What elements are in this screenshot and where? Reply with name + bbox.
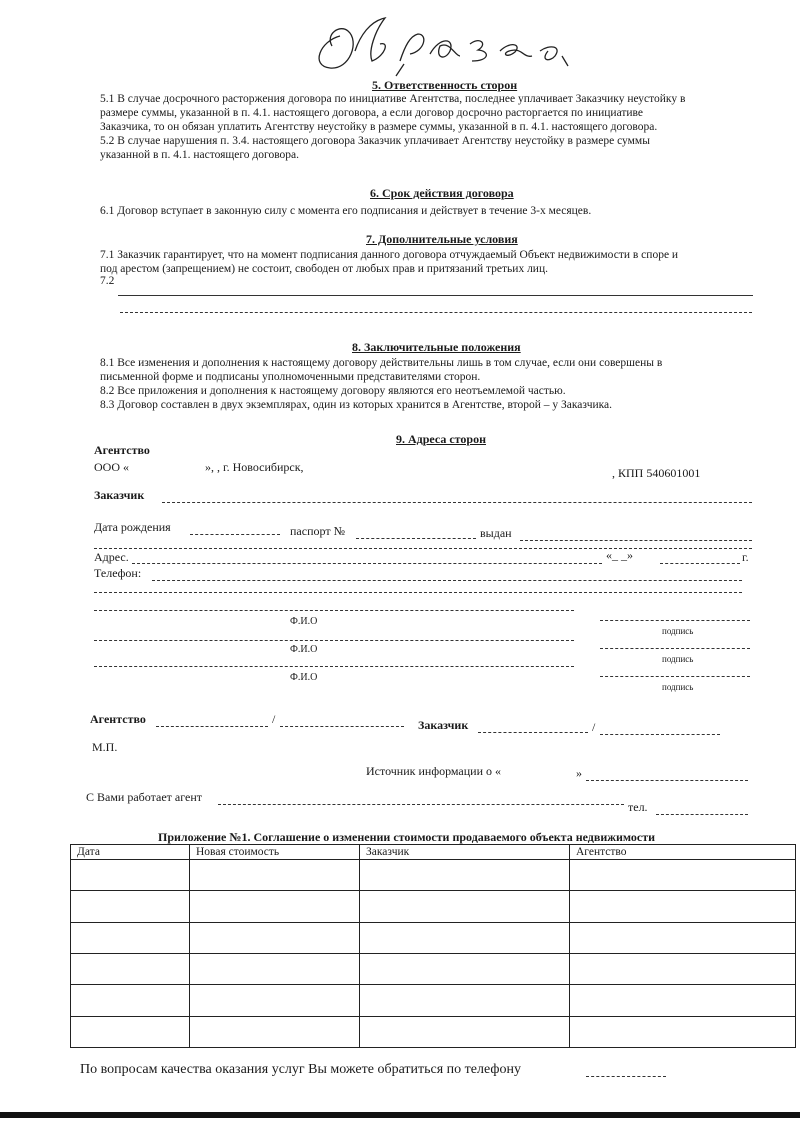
- s5-line-4: 5.2 В случае нарушения п. 3.4. настоящего договора Заказчик уплачивает Агентству неустойку в размере суммы: [100, 135, 650, 147]
- source-field[interactable]: [586, 780, 748, 781]
- table-cell[interactable]: [570, 985, 796, 1016]
- table-cell[interactable]: [190, 860, 360, 891]
- customer-field[interactable]: [162, 502, 752, 503]
- source-label-end: »: [576, 766, 582, 780]
- fio-label-3: Ф.И.О: [290, 672, 318, 683]
- footer-phone-field[interactable]: [586, 1076, 666, 1077]
- s7-line-3: 7.2: [100, 275, 115, 287]
- sig-customer-name-field[interactable]: [600, 734, 720, 735]
- table-cell[interactable]: [360, 891, 570, 922]
- table-cell[interactable]: [570, 891, 796, 922]
- table-cell[interactable]: [570, 860, 796, 891]
- sign-line-3[interactable]: [600, 676, 750, 677]
- passport-label: паспорт №: [290, 524, 346, 538]
- sig-agency-name-field[interactable]: [280, 726, 404, 727]
- table-row: [71, 985, 796, 1016]
- agent-tel-label: тел.: [628, 800, 648, 814]
- birth-field[interactable]: [190, 534, 280, 535]
- s5-line-3: Заказчика, то он обязан уплатить Агентству неустойку в размере суммы, указанной в п. 4.1. настоящего договора.: [100, 121, 658, 133]
- sig-customer-label: Заказчик: [418, 718, 469, 732]
- table-cell[interactable]: [190, 891, 360, 922]
- fio-line-3[interactable]: [94, 666, 574, 667]
- address-label: Адрес.: [94, 550, 129, 564]
- col-date: Дата: [71, 845, 190, 860]
- fio-label-2: Ф.И.О: [290, 644, 318, 655]
- mp-label: М.П.: [92, 740, 118, 754]
- table-cell[interactable]: [570, 1016, 796, 1047]
- footer-text: По вопросам качества оказания услуг Вы можете обратиться по телефону: [80, 1062, 521, 1077]
- s6-line-1: 6.1 Договор вступает в законную силу с момента его подписания и действует в течение 3-х месяцев.: [100, 205, 592, 217]
- s7-line-1: 7.1 Заказчик гарантирует, что на момент подписания данного договора отчуждаемый Объект недвижимости в споре и: [100, 249, 679, 261]
- table-cell[interactable]: [190, 922, 360, 953]
- sig-agency-field[interactable]: [156, 726, 268, 727]
- table-row: [71, 953, 796, 984]
- birth-label: Дата рождения: [94, 520, 171, 534]
- table-row: [71, 860, 796, 891]
- scan-edge: [0, 1112, 800, 1118]
- table-row: [71, 922, 796, 953]
- section-9-title: 9. Адреса сторон: [396, 432, 487, 446]
- sig-customer-field[interactable]: [478, 732, 588, 733]
- sign-label-3: подпись: [662, 682, 694, 692]
- issued-field[interactable]: [520, 540, 752, 541]
- handwritten-watermark: [300, 6, 590, 78]
- customer-label: Заказчик: [94, 488, 145, 502]
- appendix-table: [70, 844, 796, 1048]
- org-city: », , г. Новосибирск,: [205, 460, 304, 474]
- year-abbr: г.: [742, 550, 749, 564]
- s8-line-2: письменной форме и подписаны уполномоченными представителями сторон.: [100, 371, 481, 383]
- col-new-price: Новая стоимость: [190, 845, 360, 860]
- org-kpp: , КПП 540601001: [612, 466, 701, 480]
- table-cell[interactable]: [360, 1016, 570, 1047]
- agent-tel-field[interactable]: [656, 814, 748, 815]
- sign-label-2: подпись: [662, 654, 694, 664]
- address-field[interactable]: [132, 563, 602, 564]
- sign-line-1[interactable]: [600, 620, 750, 621]
- table-row: [71, 891, 796, 922]
- appendix-title: Приложение №1. Соглашение о изменении стоимости продаваемого объекта недвижимости: [158, 830, 656, 844]
- section-7-title: 7. Дополнительные условия: [366, 232, 518, 246]
- s5-line-2: размере суммы, указанной в п. 4.1. настоящего договора, а если договор досрочно расторгается по инициативе: [100, 107, 644, 119]
- s8-line-1: 8.1 Все изменения и дополнения к настоящему договору действительны лишь в том случае, если они совершены в: [100, 357, 663, 369]
- s7-fill-line: [118, 295, 753, 296]
- address-date-field[interactable]: [660, 563, 740, 564]
- s7-fill-dashed: [120, 312, 752, 313]
- issued-field-2[interactable]: [94, 548, 752, 549]
- phone-label: Телефон:: [94, 566, 142, 580]
- table-cell[interactable]: [360, 953, 570, 984]
- s8-line-3: 8.2 Все приложения и дополнения к настоящему договору являются его неотъемлемой частью.: [100, 385, 566, 397]
- fio-label-1: Ф.И.О: [290, 616, 318, 627]
- col-agency: Агентство: [570, 845, 796, 860]
- table-cell[interactable]: [190, 985, 360, 1016]
- source-label: Источник информации о «: [366, 764, 502, 778]
- section-5-title: 5. Ответственность сторон: [372, 78, 518, 92]
- table-cell[interactable]: [190, 953, 360, 984]
- org-prefix: ООО «: [94, 460, 129, 474]
- s8-line-4: 8.3 Договор составлен в двух экземплярах, один из которых хранится в Агентстве, второй – у Заказчика.: [100, 399, 613, 411]
- table-cell[interactable]: [71, 922, 190, 953]
- table-cell[interactable]: [360, 922, 570, 953]
- table-cell[interactable]: [71, 985, 190, 1016]
- address-date: «_ _»: [606, 548, 633, 562]
- col-customer: Заказчик: [360, 845, 570, 860]
- fio-line-2[interactable]: [94, 640, 574, 641]
- sign-line-2[interactable]: [600, 648, 750, 649]
- phone-field-2[interactable]: [94, 592, 742, 593]
- table-cell[interactable]: [71, 1016, 190, 1047]
- sig-agency-slash: /: [272, 712, 276, 726]
- agent-label: С Вами работает агент: [86, 790, 202, 804]
- table-cell[interactable]: [360, 985, 570, 1016]
- section-8-title: 8. Заключительные положения: [352, 340, 521, 354]
- table-row: [71, 1016, 796, 1047]
- table-cell[interactable]: [570, 953, 796, 984]
- phone-field[interactable]: [152, 580, 742, 581]
- fio-line-1[interactable]: [94, 610, 574, 611]
- table-cell[interactable]: [360, 860, 570, 891]
- appendix-header-row: [71, 845, 796, 860]
- table-cell[interactable]: [190, 1016, 360, 1047]
- table-cell[interactable]: [71, 860, 190, 891]
- sig-customer-slash: /: [592, 720, 596, 734]
- agent-field[interactable]: [218, 804, 624, 805]
- issued-label: выдан: [480, 526, 512, 540]
- sig-agency-label: Агентство: [90, 712, 146, 726]
- agency-label: Агентство: [94, 443, 150, 457]
- s7-line-2: под арестом (запрещением) не состоит, свободен от любых прав и притязаний третьих лиц.: [100, 263, 548, 275]
- s5-line-5: указанной в п. 4.1. настоящего договора.: [100, 149, 300, 161]
- sign-label-1: подпись: [662, 626, 694, 636]
- table-cell[interactable]: [570, 922, 796, 953]
- s5-line-1: 5.1 В случае досрочного расторжения договора по инициативе Агентства, последнее уплачивает Заказчику неустойку в: [100, 93, 686, 105]
- table-cell[interactable]: [71, 891, 190, 922]
- section-6-title: 6. Срок действия договора: [370, 186, 514, 200]
- table-cell[interactable]: [71, 953, 190, 984]
- passport-field[interactable]: [356, 538, 476, 539]
